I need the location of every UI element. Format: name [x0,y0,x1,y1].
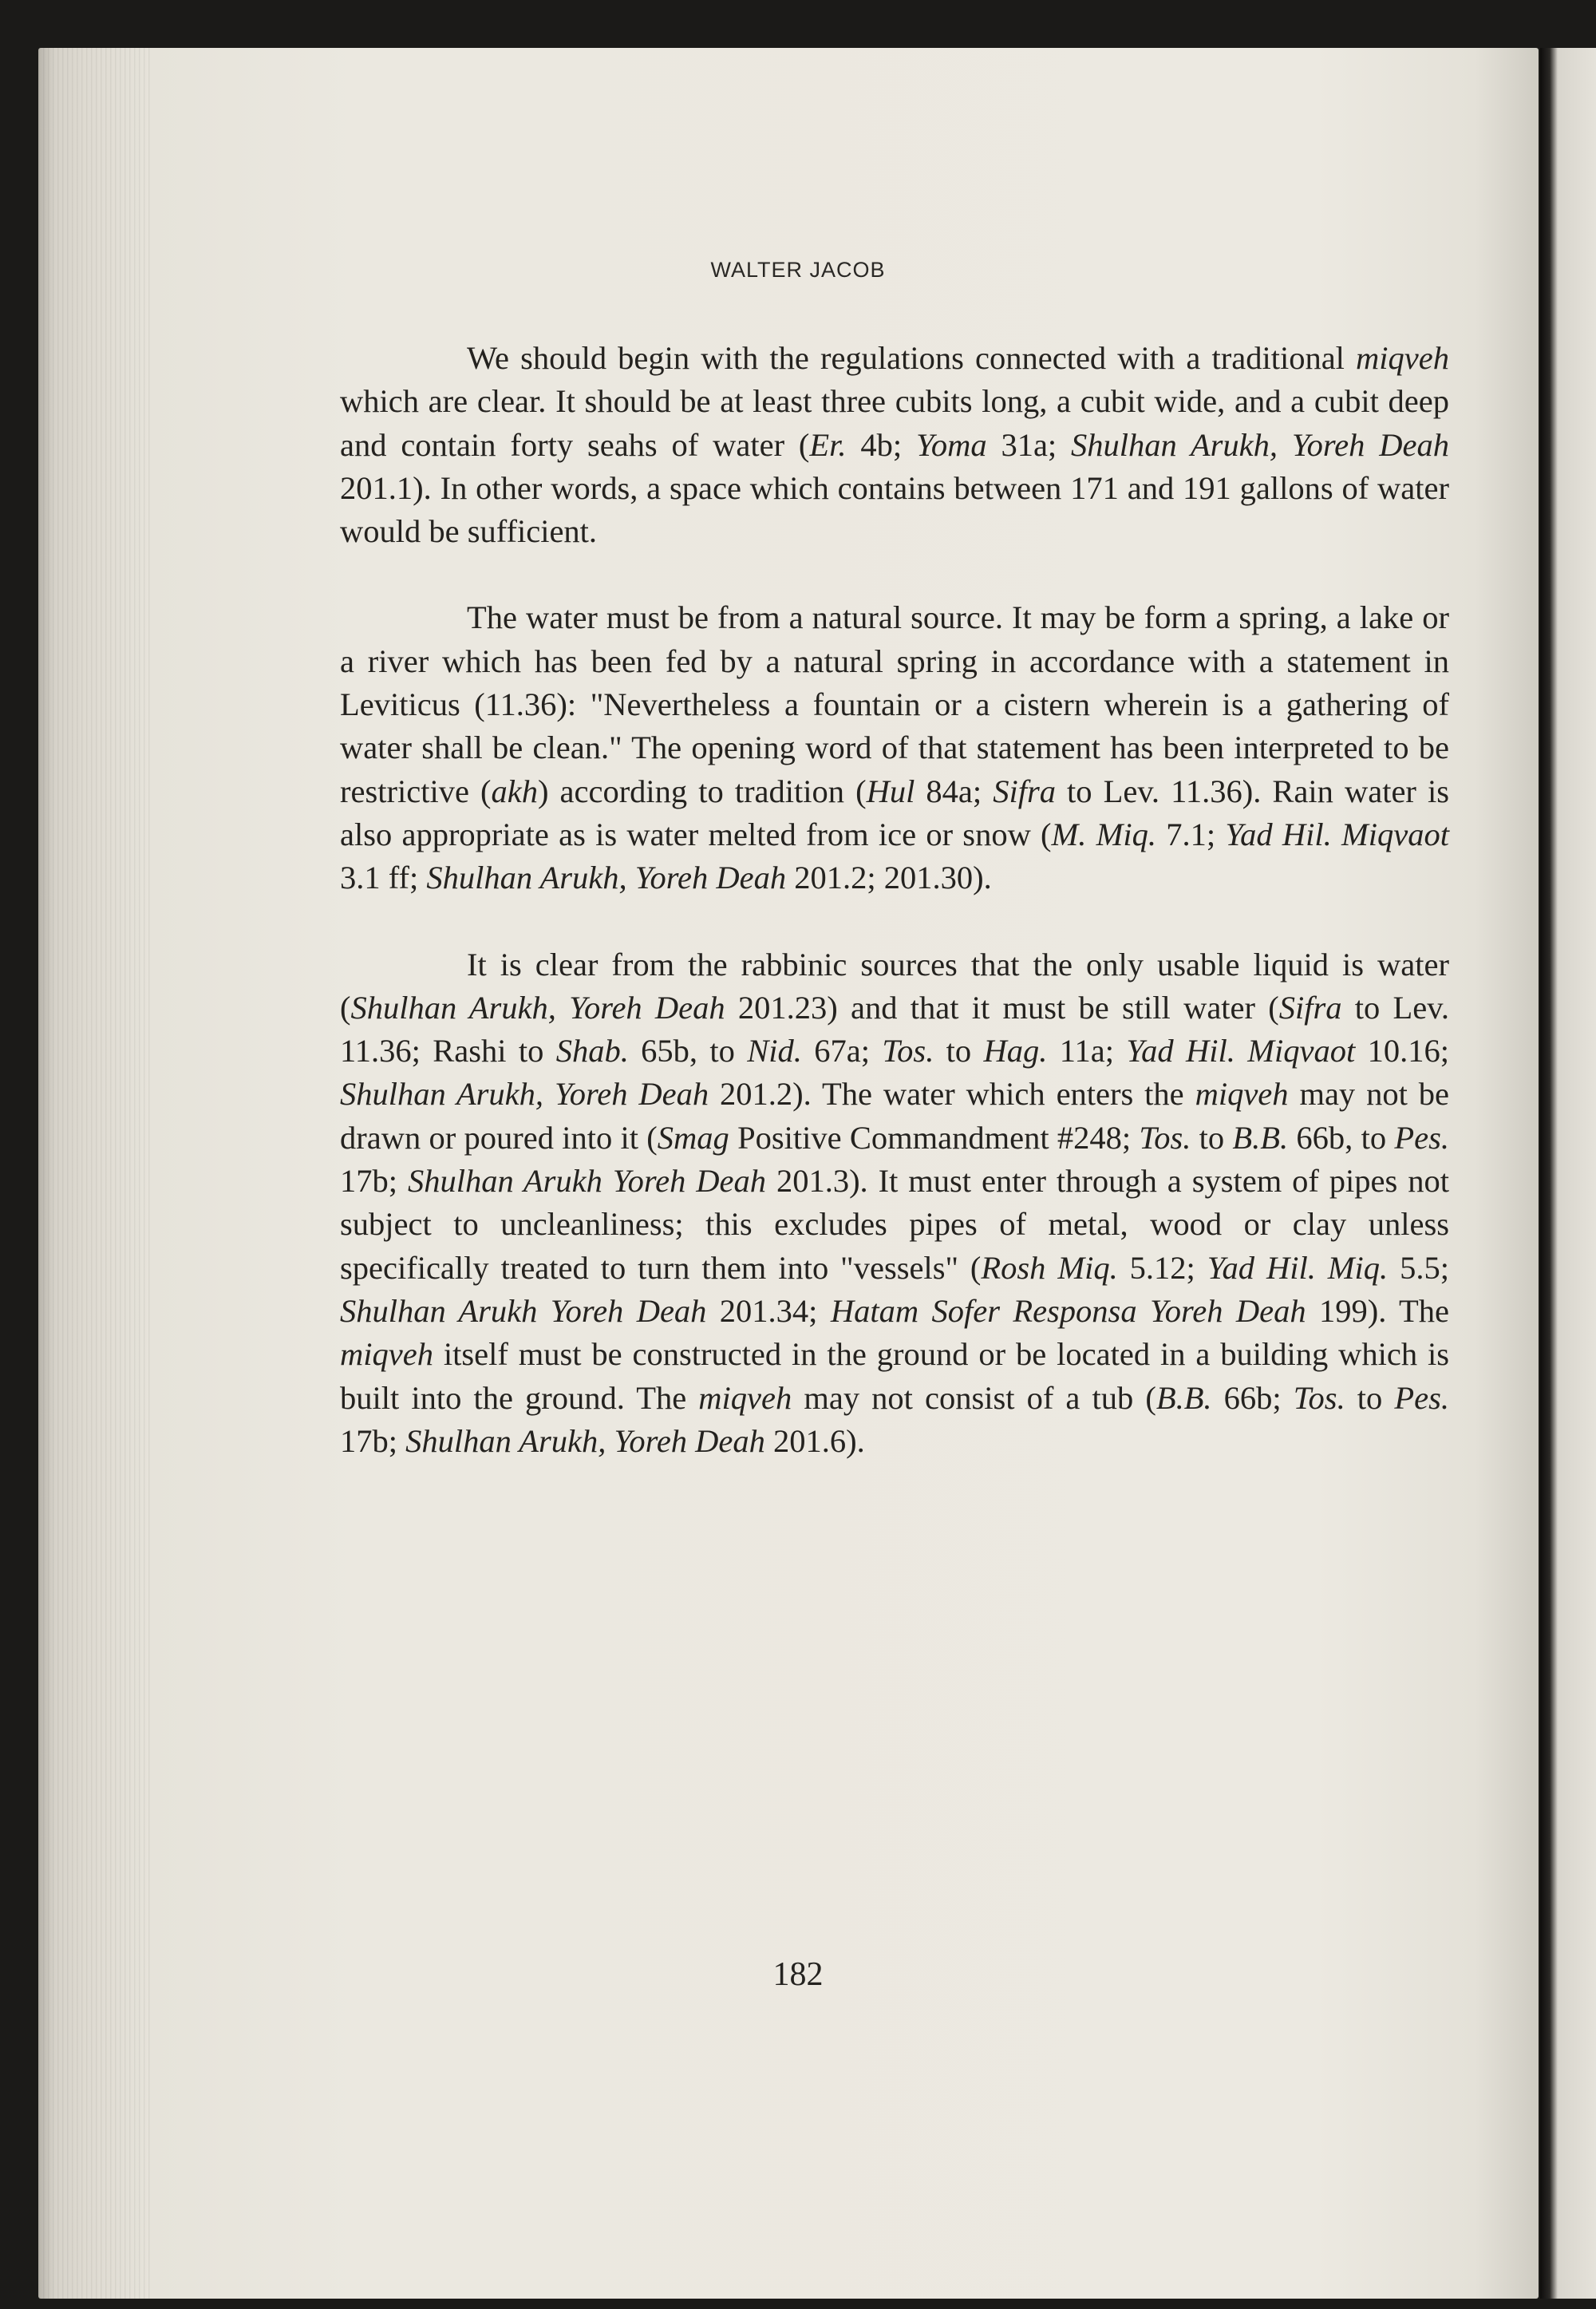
text-run: It is clear from the rabbinic sources that the only usable liquid is water ( [340,946,1449,1026]
text-run: ) according to tradition ( [537,773,867,809]
text-run: 201.6). [764,1422,865,1459]
citation-italic: B.B. [1156,1379,1212,1416]
citation-italic: Hatam Sofer Responsa Yoreh Deah [830,1292,1306,1329]
text-run: The water must be from a natural source. It may be form a spring, a lake or a river which has been fed by a natural spring in accordance with a statement in Leviticus (11.36): "Nevertheless a fountain or a cistern wherein is a gathering of water shall be clean." The opening word of that statement has been interpreted to be restrictive ( [340,599,1449,809]
text-run: to [1191,1119,1233,1156]
text-run: 199). The [1306,1292,1449,1329]
text-run: 201.3). It must enter through a system of pipes not subject to uncleanliness; this excludes pipes of metal, wood or clay unless specifically treated to turn them into "vessels" ( [340,1163,1449,1286]
text-run: 31a; [986,426,1072,463]
paragraph [340,596,1449,899]
text-run: 201.1). In other words, a space which contains between 171 and 191 gallons of water would be sufficient. [340,469,1449,550]
text-run: to [1345,1379,1395,1416]
citation-italic: Hag. [983,1033,1048,1069]
text-run: 5.5; [1388,1249,1449,1286]
text-run: may not be drawn or poured into it ( [340,1076,1449,1156]
running-head: WALTER JACOB [710,258,886,282]
text-run: 201.2; 201.30). [786,860,992,896]
text-run: 201.2). The water which enters the [709,1076,1195,1113]
paragraph [340,337,1449,553]
citation-italic: Shulhan Arukh Yoreh Deah [340,1292,707,1329]
citation-italic: Yoma [916,426,987,463]
citation-italic: B.B. [1232,1119,1289,1156]
citation-italic: miqveh [1195,1076,1289,1113]
citation-italic: Sifra [993,773,1056,809]
citation-italic: Yad Hil. Miqvaot [1126,1033,1356,1069]
citation-italic: Shulhan Arukh, Yoreh Deah [340,1076,709,1113]
text-run: 17b; [340,1422,406,1459]
text-run: itself must be constructed in the ground or be located in a building which is built into the ground. The [340,1336,1449,1416]
citation-italic: Hul [866,773,915,809]
text-run: 201.34; [706,1292,831,1329]
citation-italic: Yad Hil. Miqvaot [1225,816,1449,852]
citation-italic: Nid. [747,1033,802,1069]
text-run: 66b, to [1288,1119,1395,1156]
text-run: Positive Commandment #248; [729,1119,1140,1156]
citation-italic: Rosh Miq. [981,1249,1118,1286]
citation-italic: Shulhan Arukh, Yoreh Deah [1071,426,1449,463]
text-run: 4b; [846,426,917,463]
citation-italic: Pes. [1394,1119,1449,1156]
citation-italic: Shulhan Arukh, Yoreh Deah [426,860,787,896]
citation-italic: miqveh [1356,340,1449,376]
text-run: 5.12; [1117,1249,1207,1286]
citation-italic: Shulhan Arukh, Yoreh Deah [405,1422,765,1459]
citation-italic: Smag [657,1119,729,1156]
citation-italic: Er. [809,426,847,463]
citation-italic: Shulhan Arukh Yoreh Deah [407,1163,767,1200]
citation-italic: Shulhan Arukh, Yoreh Deah [350,989,725,1026]
citation-italic: Tos. [1139,1119,1191,1156]
citation-italic: M. Miq. [1051,816,1157,852]
text-run: 84a; [915,773,994,809]
text-run: may not consist of a tub ( [792,1379,1156,1416]
text-run: which are clear. It should be at least three cubits long, a cubit wide, and a cubit deep and contain forty seahs of water ( [340,383,1449,463]
text-run: to [934,1033,984,1069]
text-run: 17b; [340,1163,408,1200]
text-run: to Lev. 11.36). Rain water is also appropriate as is water melted from ice or snow ( [340,773,1449,852]
citation-italic: Yad Hil. Miq. [1207,1249,1389,1286]
text-run: 65b, to [628,1033,748,1069]
text-run: to Lev. 11.36; Rashi to [340,989,1450,1069]
citation-italic: Tos. [882,1033,934,1069]
text-run: 7.1; [1156,816,1226,852]
text-run: 10.16; [1355,1033,1449,1069]
citation-italic: Shab. [555,1033,629,1069]
page-number: 182 [772,1956,824,1993]
paragraph [340,943,1449,1464]
citation-italic: Sifra [1278,989,1342,1026]
citation-italic: akh [491,773,538,809]
citation-italic: Pes. [1394,1379,1449,1416]
citation-italic: miqveh [340,1336,433,1373]
text-run: 67a; [801,1033,883,1069]
text-run: 66b; [1211,1379,1294,1416]
text-run: 201.23) and that it must be still water ( [725,989,1279,1026]
text-run: We should begin with the regulations connected with a traditional [467,340,1357,376]
text-run: 3.1 ff; [340,860,427,896]
body-text [340,337,1449,1506]
citation-italic: Tos. [1293,1379,1345,1416]
text-run: 11a; [1047,1033,1127,1069]
citation-italic: miqveh [698,1379,792,1416]
